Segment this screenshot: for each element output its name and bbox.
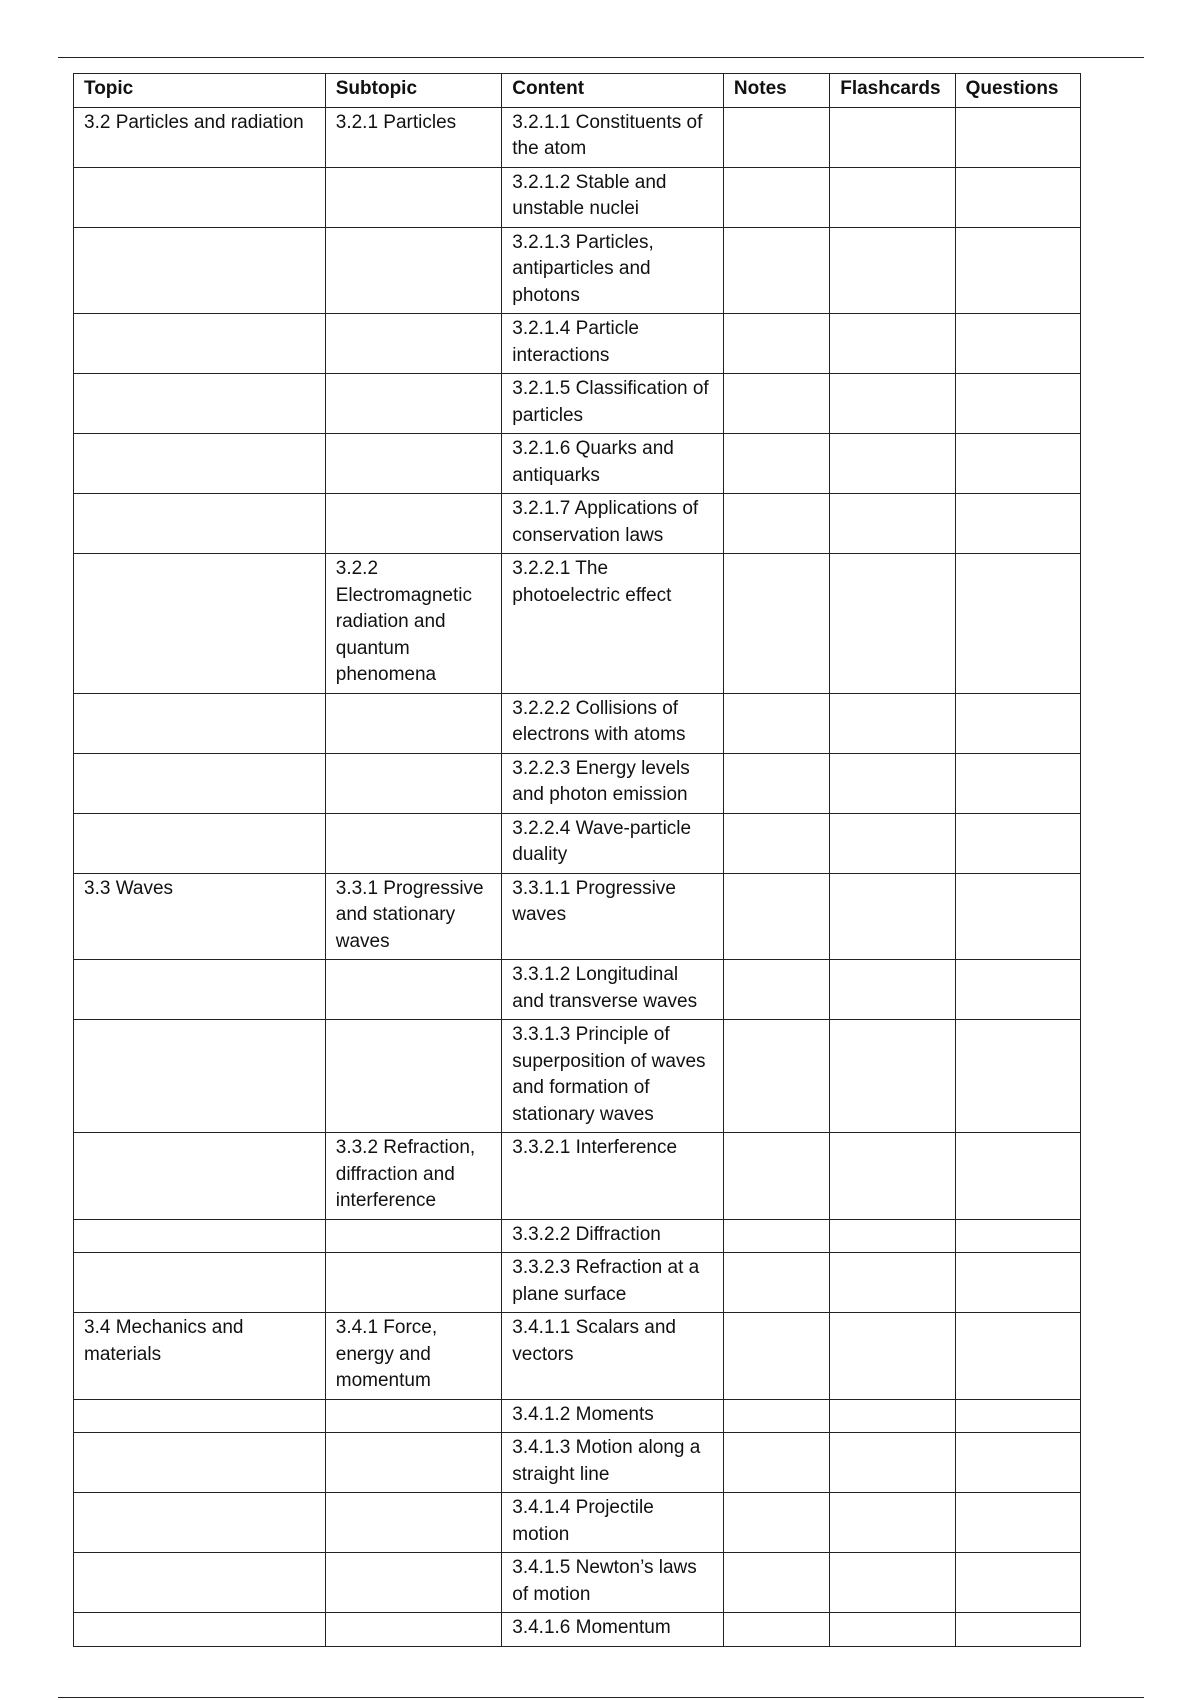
flashcards-cell — [830, 314, 955, 374]
content-cell: 3.3.1.3 Principle of superposition of waves and formation of stationary waves — [502, 1020, 724, 1133]
content-cell: 3.4.1.2 Moments — [502, 1399, 724, 1433]
table-row — [74, 1253, 1081, 1313]
subtopic-cell: 3.4.1 Force, energy and momentum — [325, 1313, 502, 1400]
flashcards-cell — [830, 813, 955, 873]
notes-cell — [723, 693, 829, 753]
subtopic-cell — [325, 1020, 502, 1133]
flashcards-cell — [830, 1020, 955, 1133]
questions-cell — [955, 167, 1080, 227]
subtopic-cell — [325, 1253, 502, 1313]
questions-cell — [955, 107, 1080, 167]
questions-cell — [955, 1433, 1080, 1493]
flashcards-cell — [830, 1399, 955, 1433]
table-row — [74, 434, 1081, 494]
topic-cell: 3.2 Particles and radiation — [74, 107, 326, 167]
subtopic-cell — [325, 434, 502, 494]
subtopic-cell — [325, 960, 502, 1020]
content-cell: 3.2.2.2 Collisions of electrons with atoms — [502, 693, 724, 753]
content-cell: 3.2.1.6 Quarks and antiquarks — [502, 434, 724, 494]
notes-cell — [723, 1020, 829, 1133]
topic-cell — [74, 960, 326, 1020]
table-row — [74, 1553, 1081, 1613]
subtopic-cell — [325, 1399, 502, 1433]
table-row — [74, 813, 1081, 873]
subtopic-cell: 3.2.2 Electromagnetic radiation and quantum phenomena — [325, 554, 502, 694]
column-header-topic: Topic — [74, 74, 326, 108]
table-row — [74, 1219, 1081, 1253]
topic-cell — [74, 813, 326, 873]
flashcards-cell — [830, 554, 955, 694]
flashcards-cell — [830, 1613, 955, 1647]
notes-cell — [723, 960, 829, 1020]
table-row — [74, 1433, 1081, 1493]
questions-cell — [955, 1219, 1080, 1253]
subtopic-cell — [325, 314, 502, 374]
topic-cell — [74, 1253, 326, 1313]
column-header-questions: Questions — [955, 74, 1080, 108]
notes-cell — [723, 107, 829, 167]
content-cell: 3.4.1.1 Scalars and vectors — [502, 1313, 724, 1400]
notes-cell — [723, 1133, 829, 1220]
column-header-flashcards: Flashcards — [830, 74, 955, 108]
questions-cell — [955, 960, 1080, 1020]
subtopic-cell — [325, 1219, 502, 1253]
flashcards-cell — [830, 1433, 955, 1493]
notes-cell — [723, 167, 829, 227]
flashcards-cell — [830, 494, 955, 554]
table-row — [74, 554, 1081, 694]
subtopic-cell — [325, 227, 502, 314]
notes-cell — [723, 314, 829, 374]
table-row — [74, 494, 1081, 554]
content-cell: 3.2.2.4 Wave-particle duality — [502, 813, 724, 873]
topic-cell — [74, 1399, 326, 1433]
notes-cell — [723, 1613, 829, 1647]
notes-cell — [723, 813, 829, 873]
content-cell: 3.3.1.1 Progressive waves — [502, 873, 724, 960]
content-cell: 3.2.2.1 The photoelectric effect — [502, 554, 724, 694]
table-row — [74, 693, 1081, 753]
content-cell: 3.2.1.2 Stable and unstable nuclei — [502, 167, 724, 227]
subtopic-cell — [325, 1553, 502, 1613]
notes-cell — [723, 1553, 829, 1613]
subtopic-cell: 3.3.2 Refraction, diffraction and interference — [325, 1133, 502, 1220]
subtopic-cell — [325, 1433, 502, 1493]
content-cell: 3.2.1.7 Applications of conservation laws — [502, 494, 724, 554]
questions-cell — [955, 227, 1080, 314]
subtopic-cell: 3.3.1 Progressive and stationary waves — [325, 873, 502, 960]
topic-cell — [74, 1020, 326, 1133]
flashcards-cell — [830, 374, 955, 434]
flashcards-cell — [830, 167, 955, 227]
questions-cell — [955, 1133, 1080, 1220]
flashcards-cell — [830, 1313, 955, 1400]
table-row — [74, 873, 1081, 960]
flashcards-cell — [830, 873, 955, 960]
table-row — [74, 374, 1081, 434]
questions-cell — [955, 873, 1080, 960]
content-cell: 3.3.2.3 Refraction at a plane surface — [502, 1253, 724, 1313]
flashcards-cell — [830, 1219, 955, 1253]
questions-cell — [955, 1399, 1080, 1433]
content-cell: 3.2.1.3 Particles, antiparticles and photons — [502, 227, 724, 314]
table-row — [74, 1313, 1081, 1400]
questions-cell — [955, 434, 1080, 494]
table-row — [74, 1613, 1081, 1647]
notes-cell — [723, 374, 829, 434]
questions-cell — [955, 1553, 1080, 1613]
flashcards-cell — [830, 1493, 955, 1553]
table-row — [74, 1399, 1081, 1433]
table-row — [74, 227, 1081, 314]
notes-cell — [723, 494, 829, 554]
topic-cell — [74, 753, 326, 813]
column-header-subtopic: Subtopic — [325, 74, 502, 108]
content-cell: 3.4.1.3 Motion along a straight line — [502, 1433, 724, 1493]
table-row — [74, 107, 1081, 167]
table-row — [74, 167, 1081, 227]
flashcards-cell — [830, 434, 955, 494]
topic-cell: 3.4 Mechanics and materials — [74, 1313, 326, 1400]
topic-cell — [74, 227, 326, 314]
content-cell: 3.3.2.2 Diffraction — [502, 1219, 724, 1253]
table-row — [74, 314, 1081, 374]
topic-cell — [74, 167, 326, 227]
notes-cell — [723, 1433, 829, 1493]
subtopic-cell — [325, 494, 502, 554]
questions-cell — [955, 554, 1080, 694]
notes-cell — [723, 873, 829, 960]
subtopic-cell — [325, 813, 502, 873]
table-row — [74, 753, 1081, 813]
topic-cell — [74, 1553, 326, 1613]
questions-cell — [955, 693, 1080, 753]
flashcards-cell — [830, 960, 955, 1020]
notes-cell — [723, 1219, 829, 1253]
topic-cell — [74, 554, 326, 694]
notes-cell — [723, 753, 829, 813]
notes-cell — [723, 554, 829, 694]
subtopic-cell — [325, 693, 502, 753]
notes-cell — [723, 227, 829, 314]
questions-cell — [955, 494, 1080, 554]
questions-cell — [955, 1020, 1080, 1133]
subtopic-cell — [325, 167, 502, 227]
questions-cell — [955, 813, 1080, 873]
questions-cell — [955, 314, 1080, 374]
column-header-notes: Notes — [723, 74, 829, 108]
content-cell: 3.2.1.1 Constituents of the atom — [502, 107, 724, 167]
questions-cell — [955, 1493, 1080, 1553]
spec-checklist-table — [73, 73, 1081, 1647]
notes-cell — [723, 1253, 829, 1313]
subtopic-cell — [325, 753, 502, 813]
content-cell: 3.3.2.1 Interference — [502, 1133, 724, 1220]
notes-cell — [723, 1313, 829, 1400]
content-cell: 3.2.2.3 Energy levels and photon emission — [502, 753, 724, 813]
notes-cell — [723, 1493, 829, 1553]
content-cell: 3.2.1.4 Particle interactions — [502, 314, 724, 374]
subtopic-cell — [325, 1493, 502, 1553]
topic-cell — [74, 374, 326, 434]
flashcards-cell — [830, 753, 955, 813]
topic-cell — [74, 494, 326, 554]
topic-cell — [74, 434, 326, 494]
topic-cell — [74, 1433, 326, 1493]
notes-cell — [723, 434, 829, 494]
table-row — [74, 1020, 1081, 1133]
flashcards-cell — [830, 1553, 955, 1613]
questions-cell — [955, 374, 1080, 434]
topic-cell — [74, 1219, 326, 1253]
table-row — [74, 1493, 1081, 1553]
flashcards-cell — [830, 1133, 955, 1220]
flashcards-cell — [830, 693, 955, 753]
questions-cell — [955, 1253, 1080, 1313]
footer-rule — [58, 1697, 1144, 1698]
questions-cell — [955, 1313, 1080, 1400]
topic-cell — [74, 1613, 326, 1647]
flashcards-cell — [830, 107, 955, 167]
content-cell: 3.3.1.2 Longitudinal and transverse waves — [502, 960, 724, 1020]
subtopic-cell — [325, 374, 502, 434]
subtopic-cell: 3.2.1 Particles — [325, 107, 502, 167]
table-row — [74, 1133, 1081, 1220]
content-cell: 3.2.1.5 Classification of particles — [502, 374, 724, 434]
flashcards-cell — [830, 227, 955, 314]
table-row — [74, 960, 1081, 1020]
topic-cell — [74, 1493, 326, 1553]
topic-cell: 3.3 Waves — [74, 873, 326, 960]
content-cell: 3.4.1.6 Momentum — [502, 1613, 724, 1647]
topic-cell — [74, 1133, 326, 1220]
topic-cell — [74, 693, 326, 753]
header-row — [74, 74, 1081, 108]
questions-cell — [955, 753, 1080, 813]
header-rule — [58, 57, 1144, 58]
content-cell: 3.4.1.5 Newton’s laws of motion — [502, 1553, 724, 1613]
notes-cell — [723, 1399, 829, 1433]
column-header-content: Content — [502, 74, 724, 108]
content-cell: 3.4.1.4 Projectile motion — [502, 1493, 724, 1553]
flashcards-cell — [830, 1253, 955, 1313]
topic-cell — [74, 314, 326, 374]
questions-cell — [955, 1613, 1080, 1647]
subtopic-cell — [325, 1613, 502, 1647]
